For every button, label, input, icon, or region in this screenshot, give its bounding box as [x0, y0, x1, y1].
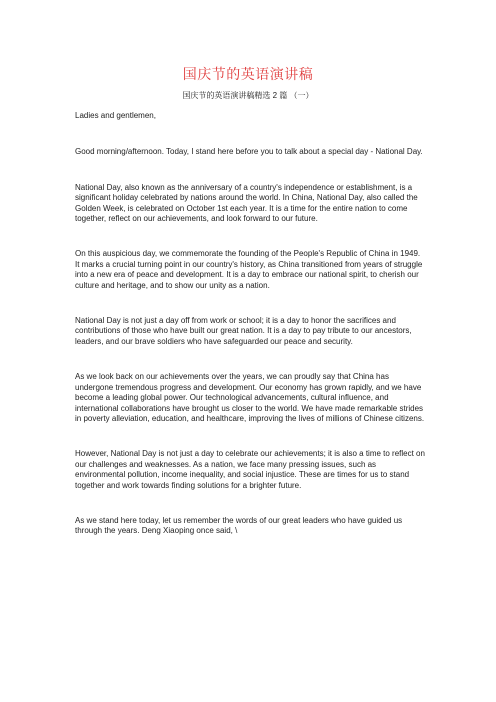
speech-body: [75, 111, 425, 562]
paragraph-honor: National Day is not just a day off from work or school; it is a day to honor the sacrifices and contributions of those who have built our great nation. It is a day to pay tribute to our ancestors, leaders, and our brave soldiers who have safeguarded our peace and security.: [75, 316, 412, 346]
page-title: 国庆节的英语演讲稿: [182, 66, 314, 82]
greeting-line: Ladies and gentlemen,: [75, 111, 156, 120]
paragraph-challenges: However, National Day is not just a day to celebrate our achievements; it is also a time to reflect on our challenges and weaknesses. As a nation, we face many pressing issues, such as environmental pollution, income inequality, and social injustice. These are times for us to stand together and work towards finding solutions for a brighter future.: [75, 449, 425, 490]
page-subtitle: 国庆节的英语演讲稿精选 2 篇 （一）: [182, 91, 314, 100]
paragraph-achievements: As we look back on our achievements over the years, we can proudly say that China has undergone tremendous progress and development. Our economy has grown rapidly, and we have become a leading global power. Our technological advancements, cultural influence, and international collaborations have brought us closer to the world. We have made remarkable strides in poverty alleviation, education, and healthcare, improving the lives of millions of Chinese citizens.: [75, 372, 425, 423]
paragraph-leaders: As we stand here today, let us remember the words of our great leaders who have guided us through the years. Deng Xiaoping once said, \: [75, 515, 403, 536]
paragraph-founding: On this auspicious day, we commemorate the founding of the People's Republic of China in 1949. It marks a crucial turning point in our country's history, as China transitioned from years of struggle into a new era of peace and development. It is a day to embrace our national spirit, to cherish our culture and heritage, and to show our unity as a nation.: [75, 249, 423, 290]
paragraph-national-day-intro: National Day, also known as the anniversary of a country's independence or establishment, is a significant holiday celebrated by nations around the world. In China, National Day, also called the Golden Week, is celebrated on October 1st each year. It is a time for the entire nation to come together, reflect on our achievements, and look forward to our future.: [75, 182, 418, 224]
paragraph-opening: Good morning/afternoon. Today, I stand here before you to talk about a special day - National Day.: [75, 147, 423, 157]
